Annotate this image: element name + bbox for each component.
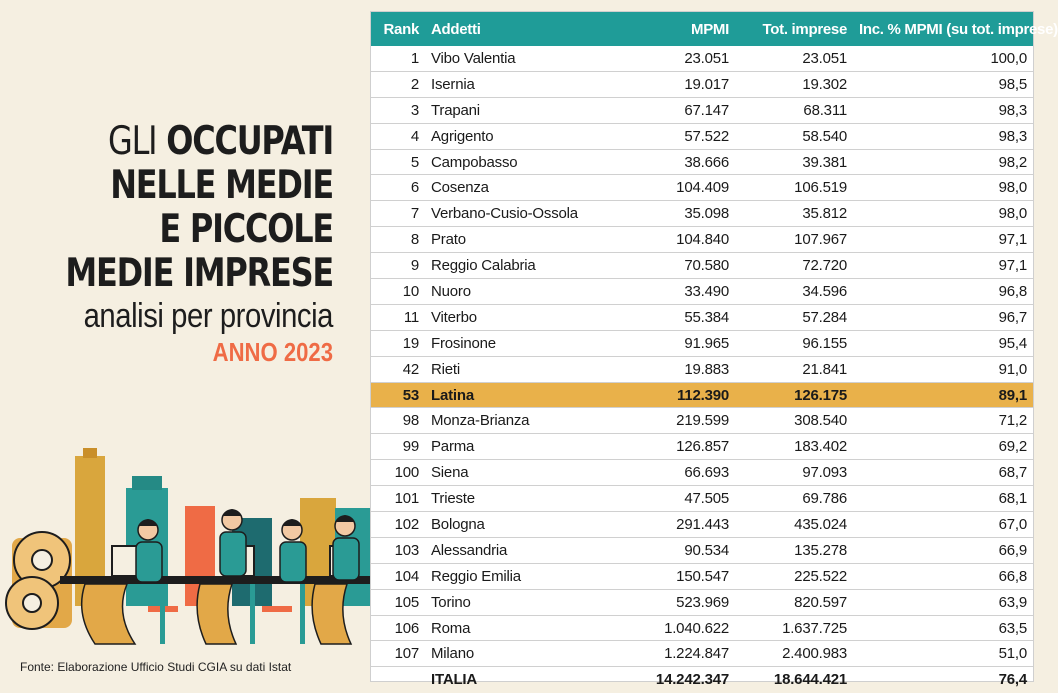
cell-mpmi: 33.490 bbox=[617, 279, 735, 305]
cell-province: Isernia bbox=[425, 71, 617, 97]
cell-tot-imprese: 21.841 bbox=[735, 356, 853, 382]
cell-tot-imprese: 126.175 bbox=[735, 382, 853, 408]
cell-province: Agrigento bbox=[425, 123, 617, 149]
table-header-row bbox=[371, 12, 1033, 46]
cell-rank: 6 bbox=[371, 175, 425, 201]
cell-rank: 10 bbox=[371, 279, 425, 305]
total-cell-tot-imprese: 18.644.421 bbox=[773, 671, 847, 689]
cell-inc-mpmi: 96,7 bbox=[853, 304, 1033, 330]
worker-2 bbox=[220, 509, 246, 576]
title-line-3: E PICCOLE bbox=[159, 207, 333, 252]
cell-tot-imprese: 57.284 bbox=[735, 304, 853, 330]
worker-4 bbox=[333, 515, 359, 580]
cell-mpmi: 523.969 bbox=[617, 589, 735, 615]
cell-province: Cosenza bbox=[425, 175, 617, 201]
cell-tot-imprese: 58.540 bbox=[735, 123, 853, 149]
cell-inc-mpmi: 63,9 bbox=[853, 589, 1033, 615]
cell-inc-mpmi: 66,9 bbox=[853, 537, 1033, 563]
worker-3 bbox=[280, 519, 306, 582]
table-row bbox=[371, 149, 1033, 175]
cell-inc-mpmi: 98,5 bbox=[853, 71, 1033, 97]
cell-mpmi: 55.384 bbox=[617, 304, 735, 330]
cell-inc-mpmi: 68,7 bbox=[853, 460, 1033, 486]
cell-province: Vibo Valentia bbox=[425, 46, 617, 71]
cell-rank: 106 bbox=[371, 615, 425, 641]
table-row bbox=[371, 537, 1033, 563]
table-row bbox=[371, 615, 1033, 641]
cell-mpmi: 47.505 bbox=[617, 486, 735, 512]
cell-tot-imprese: 69.786 bbox=[735, 486, 853, 512]
cell-province: Viterbo bbox=[425, 304, 617, 330]
header-mpmi: MPMI bbox=[617, 12, 735, 46]
cell-inc-mpmi: 51,0 bbox=[853, 641, 1033, 667]
table-leg-3 bbox=[300, 584, 305, 644]
cell-mpmi: 112.390 bbox=[617, 382, 735, 408]
cell-inc-mpmi: 89,1 bbox=[853, 382, 1033, 408]
spool-tall-top bbox=[83, 448, 97, 458]
title-light-word: GLI bbox=[108, 119, 157, 164]
table-row bbox=[371, 304, 1033, 330]
cell-province: Campobasso bbox=[425, 149, 617, 175]
title-line-2: NELLE MEDIE bbox=[110, 163, 333, 208]
total-cell-inc-mpmi: 76,4 bbox=[998, 671, 1027, 689]
cell-tot-imprese: 308.540 bbox=[735, 408, 853, 434]
cell-rank: 8 bbox=[371, 227, 425, 253]
fabric-drape-3 bbox=[312, 584, 351, 644]
cell-mpmi: 23.051 bbox=[617, 46, 735, 71]
cell-rank: 1 bbox=[371, 46, 425, 71]
cell-rank: 42 bbox=[371, 356, 425, 382]
work-table-1 bbox=[60, 576, 210, 584]
table-row-highlighted bbox=[371, 382, 1033, 408]
cell-tot-imprese: 23.051 bbox=[735, 46, 853, 71]
table-row bbox=[371, 486, 1033, 512]
cell-rank: 103 bbox=[371, 537, 425, 563]
cell-mpmi: 38.666 bbox=[617, 149, 735, 175]
cell-rank: 53 bbox=[371, 382, 425, 408]
total-cell-mpmi: 14.242.347 bbox=[655, 671, 729, 689]
cell-province: Nuoro bbox=[425, 279, 617, 305]
cell-rank: 98 bbox=[371, 408, 425, 434]
header-rank: Rank bbox=[371, 12, 425, 46]
cell-province: Alessandria bbox=[425, 537, 617, 563]
cell-province: Trapani bbox=[425, 97, 617, 123]
cell-mpmi: 291.443 bbox=[617, 512, 735, 538]
cell-inc-mpmi: 98,3 bbox=[853, 97, 1033, 123]
cell-inc-mpmi: 91,0 bbox=[853, 356, 1033, 382]
table-row bbox=[371, 46, 1033, 71]
cell-mpmi: 150.547 bbox=[617, 563, 735, 589]
cell-tot-imprese: 2.400.983 bbox=[735, 641, 853, 667]
cell-mpmi: 70.580 bbox=[617, 253, 735, 279]
cell-mpmi: 90.534 bbox=[617, 537, 735, 563]
total-cell-rank bbox=[371, 667, 425, 692]
cell-province: Milano bbox=[425, 641, 617, 667]
cell-tot-imprese: 183.402 bbox=[735, 434, 853, 460]
table-row bbox=[371, 71, 1033, 97]
cell-province: Reggio Emilia bbox=[425, 563, 617, 589]
factory-workers-illustration bbox=[0, 448, 370, 648]
stool-2 bbox=[262, 606, 292, 612]
cell-province: Rieti bbox=[425, 356, 617, 382]
cell-inc-mpmi: 97,1 bbox=[853, 227, 1033, 253]
cell-inc-mpmi: 71,2 bbox=[853, 408, 1033, 434]
cell-inc-mpmi: 97,1 bbox=[853, 253, 1033, 279]
cell-tot-imprese: 35.812 bbox=[735, 201, 853, 227]
table-row bbox=[371, 97, 1033, 123]
cell-province: Torino bbox=[425, 589, 617, 615]
cell-rank: 4 bbox=[371, 123, 425, 149]
table-row bbox=[371, 330, 1033, 356]
header-inc-mpmi: Inc. % MPMI (su tot. imprese) bbox=[853, 12, 1033, 46]
cell-inc-mpmi: 95,4 bbox=[853, 330, 1033, 356]
cell-inc-mpmi: 63,5 bbox=[853, 615, 1033, 641]
provinces-table bbox=[371, 12, 1058, 692]
cell-rank: 99 bbox=[371, 434, 425, 460]
table-row bbox=[371, 589, 1033, 615]
cell-province: Prato bbox=[425, 227, 617, 253]
cell-province: Reggio Calabria bbox=[425, 253, 617, 279]
table-row bbox=[371, 356, 1033, 382]
table-row bbox=[371, 201, 1033, 227]
cell-rank: 11 bbox=[371, 304, 425, 330]
cell-mpmi: 1.224.847 bbox=[617, 641, 735, 667]
cell-rank: 105 bbox=[371, 589, 425, 615]
cell-inc-mpmi: 69,2 bbox=[853, 434, 1033, 460]
cell-inc-mpmi: 67,0 bbox=[853, 512, 1033, 538]
cell-inc-mpmi: 100,0 bbox=[853, 46, 1033, 71]
table-row bbox=[371, 434, 1033, 460]
cell-mpmi: 126.857 bbox=[617, 434, 735, 460]
cell-mpmi: 219.599 bbox=[617, 408, 735, 434]
table-row bbox=[371, 123, 1033, 149]
cell-province: Frosinone bbox=[425, 330, 617, 356]
cell-mpmi: 19.883 bbox=[617, 356, 735, 382]
cell-inc-mpmi: 96,8 bbox=[853, 279, 1033, 305]
table-row bbox=[371, 641, 1033, 667]
cell-rank: 3 bbox=[371, 97, 425, 123]
cell-tot-imprese: 72.720 bbox=[735, 253, 853, 279]
table-leg-2 bbox=[250, 584, 255, 644]
cell-rank: 2 bbox=[371, 71, 425, 97]
table-row bbox=[371, 279, 1033, 305]
cell-mpmi: 19.017 bbox=[617, 71, 735, 97]
cell-mpmi: 35.098 bbox=[617, 201, 735, 227]
total-cell-province: ITALIA bbox=[431, 671, 478, 689]
cell-province: Parma bbox=[425, 434, 617, 460]
source-note: Fonte: Elaborazione Ufficio Studi CGIA su dati Istat bbox=[20, 660, 292, 674]
header-addetti: Addetti bbox=[425, 12, 617, 46]
cell-rank: 101 bbox=[371, 486, 425, 512]
cell-province: Bologna bbox=[425, 512, 617, 538]
cell-province: Roma bbox=[425, 615, 617, 641]
cell-mpmi: 104.840 bbox=[617, 227, 735, 253]
cell-rank: 7 bbox=[371, 201, 425, 227]
table-row bbox=[371, 563, 1033, 589]
cell-tot-imprese: 96.155 bbox=[735, 330, 853, 356]
cell-province: Latina bbox=[425, 382, 617, 408]
cell-rank: 19 bbox=[371, 330, 425, 356]
table-body bbox=[371, 46, 1033, 692]
infographic-title bbox=[0, 120, 333, 368]
cell-rank: 5 bbox=[371, 149, 425, 175]
cell-inc-mpmi: 66,8 bbox=[853, 563, 1033, 589]
subtitle: analisi per provincia bbox=[83, 297, 333, 335]
cell-tot-imprese: 820.597 bbox=[735, 589, 853, 615]
header-tot-imprese: Tot. imprese bbox=[735, 12, 853, 46]
cell-tot-imprese: 435.024 bbox=[735, 512, 853, 538]
fabric-drape-2 bbox=[197, 584, 236, 644]
building-teal-top bbox=[132, 476, 162, 490]
cell-tot-imprese: 34.596 bbox=[735, 279, 853, 305]
cell-tot-imprese: 39.381 bbox=[735, 149, 853, 175]
year-label: ANNO 2023 bbox=[212, 337, 333, 367]
worker-1 bbox=[136, 519, 162, 582]
title-line-1 bbox=[60, 120, 333, 164]
title-bold-word: OCCUPATI bbox=[166, 119, 333, 164]
data-table-container bbox=[370, 11, 1058, 689]
cell-tot-imprese: 135.278 bbox=[735, 537, 853, 563]
cell-tot-imprese: 19.302 bbox=[735, 71, 853, 97]
cell-tot-imprese: 106.519 bbox=[735, 175, 853, 201]
cell-rank: 102 bbox=[371, 512, 425, 538]
cell-province: Siena bbox=[425, 460, 617, 486]
fabric-roll-1-inner bbox=[32, 550, 52, 570]
cell-mpmi: 66.693 bbox=[617, 460, 735, 486]
table-row bbox=[371, 512, 1033, 538]
cell-province: Trieste bbox=[425, 486, 617, 512]
cell-mpmi: 91.965 bbox=[617, 330, 735, 356]
cell-tot-imprese: 68.311 bbox=[735, 97, 853, 123]
cell-tot-imprese: 225.522 bbox=[735, 563, 853, 589]
table-row bbox=[371, 408, 1033, 434]
cell-mpmi: 1.040.622 bbox=[617, 615, 735, 641]
cell-mpmi: 104.409 bbox=[617, 175, 735, 201]
cell-inc-mpmi: 68,1 bbox=[853, 486, 1033, 512]
cell-tot-imprese: 1.637.725 bbox=[735, 615, 853, 641]
cell-province: Verbano-Cusio-Ossola bbox=[425, 201, 617, 227]
table-row bbox=[371, 175, 1033, 201]
cell-mpmi: 57.522 bbox=[617, 123, 735, 149]
cell-rank: 9 bbox=[371, 253, 425, 279]
sewing-machine-1 bbox=[112, 546, 138, 576]
cell-tot-imprese: 107.967 bbox=[735, 227, 853, 253]
cell-mpmi: 67.147 bbox=[617, 97, 735, 123]
cell-province: Monza-Brianza bbox=[425, 408, 617, 434]
cell-rank: 104 bbox=[371, 563, 425, 589]
table-row bbox=[371, 460, 1033, 486]
cell-tot-imprese: 97.093 bbox=[735, 460, 853, 486]
cell-rank: 107 bbox=[371, 641, 425, 667]
table-total-row bbox=[371, 667, 1033, 692]
cell-inc-mpmi: 98,0 bbox=[853, 201, 1033, 227]
table-leg-1 bbox=[160, 584, 165, 644]
table-row bbox=[371, 227, 1033, 253]
cell-rank: 100 bbox=[371, 460, 425, 486]
cell-inc-mpmi: 98,0 bbox=[853, 175, 1033, 201]
fabric-roll-2-inner bbox=[23, 594, 41, 612]
cell-inc-mpmi: 98,2 bbox=[853, 149, 1033, 175]
title-line-4: MEDIE IMPRESE bbox=[65, 251, 333, 296]
table-row bbox=[371, 253, 1033, 279]
cell-inc-mpmi: 98,3 bbox=[853, 123, 1033, 149]
